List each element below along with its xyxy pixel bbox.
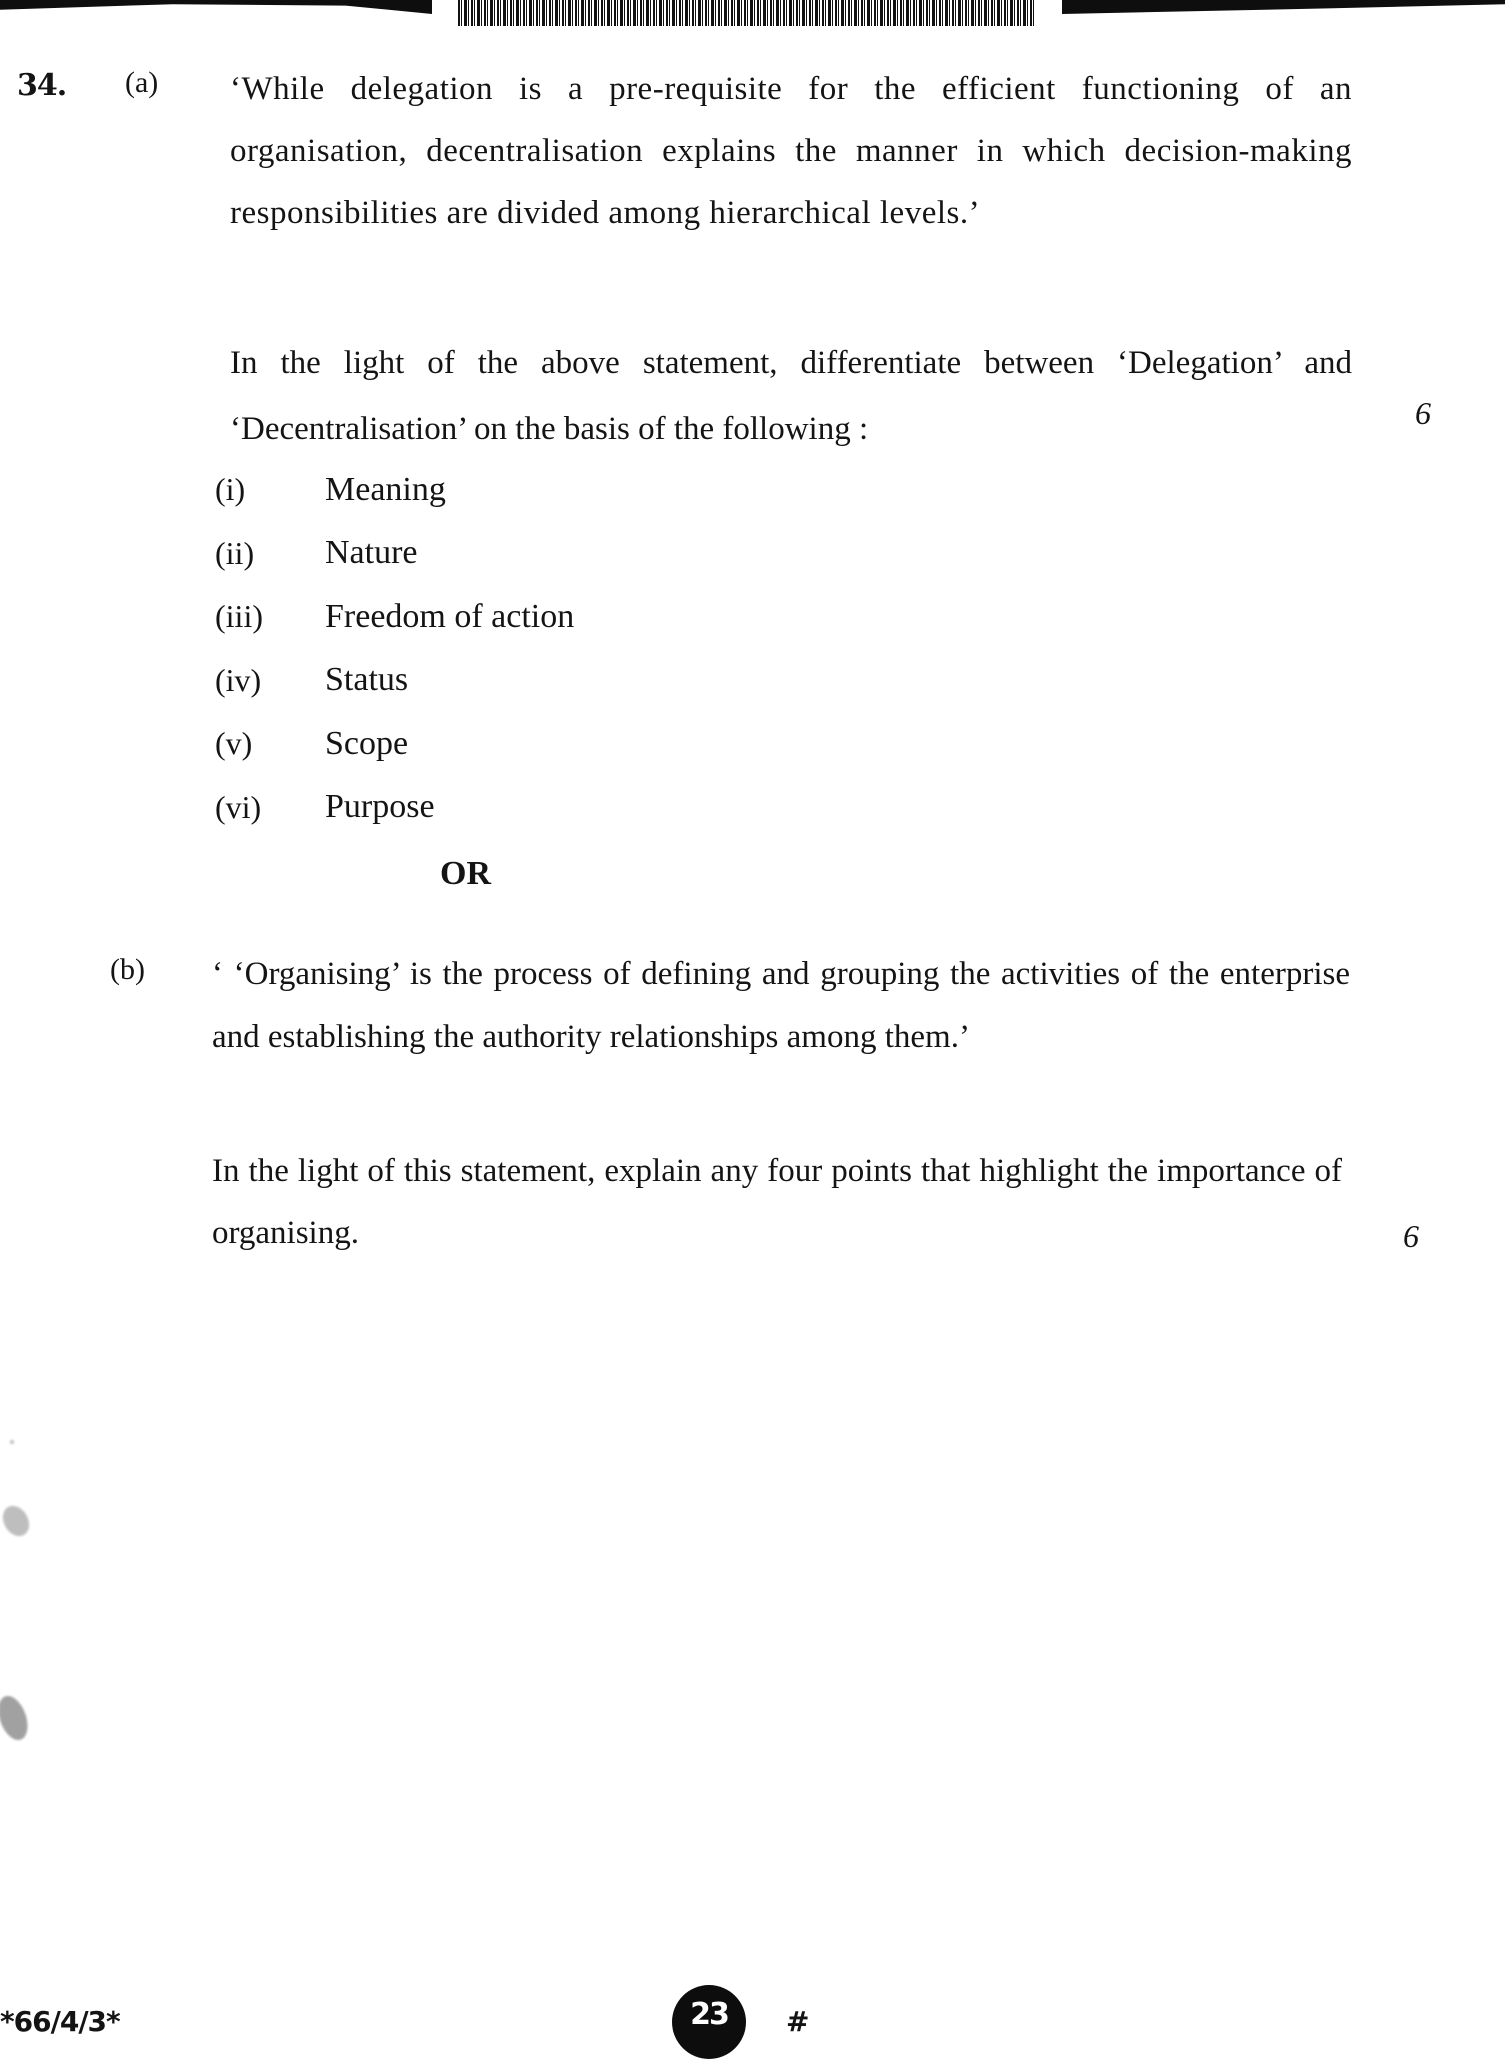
barcode	[458, 0, 1036, 26]
list-item-numeral: (iii)	[215, 598, 263, 635]
scan-smudge	[0, 1501, 34, 1541]
part-a-label: (a)	[125, 66, 159, 99]
list-item-text: Purpose	[325, 788, 435, 826]
scan-speck	[10, 1440, 14, 1444]
part-b-quote: ‘ ‘Organising’ is the process of defining and grouping the activities of the enterprise and establishing the authority relationships among them.’	[212, 956, 1350, 1055]
list-item-text: Freedom of action	[325, 597, 575, 635]
list-item	[215, 522, 574, 586]
hash-mark: #	[786, 2005, 810, 2038]
list-item-text: Meaning	[325, 470, 446, 508]
list-item-text: Status	[325, 661, 409, 699]
paper-code: *66/4/3*	[0, 2005, 120, 2038]
page-number-badge: 23	[672, 1985, 746, 2059]
list-item-numeral: (ii)	[215, 534, 255, 571]
part-a-instruction: In the light of the above statement, differentiate between ‘Delegation’ and ‘Decentralisation’ on the basis of the following :	[230, 345, 1352, 447]
list-item-numeral: (iv)	[215, 661, 262, 698]
part-b-instruction: In the light of this statement, explain any four points that highlight the importance of organising.	[212, 1153, 1342, 1251]
part-b-label: (b)	[110, 953, 145, 986]
list-item	[215, 776, 574, 840]
scan-smudge	[0, 1692, 33, 1744]
list-item	[215, 649, 574, 713]
question-number: 34.	[17, 68, 67, 103]
list-item-numeral: (vi)	[215, 788, 262, 825]
or-separator: OR	[440, 855, 491, 892]
comparison-basis-list	[215, 458, 574, 839]
list-item	[215, 585, 574, 649]
list-item-text: Scope	[325, 724, 409, 762]
part-a-quote: ‘While delegation is a pre-requisite for the efficient functioning of an organisation, decentralisation explains the manner in which decision-making responsibilities are divided among hierarchical levels.’	[230, 71, 1352, 231]
list-item-numeral: (v)	[215, 725, 253, 762]
header-bar-left	[0, 0, 432, 14]
list-item	[215, 458, 574, 522]
list-item-numeral: (i)	[215, 471, 246, 508]
header-bar-right	[1062, 0, 1505, 14]
list-item-text: Nature	[325, 534, 418, 572]
part-b-marks: 6	[1403, 1218, 1419, 1254]
part-a-marks: 6	[1415, 395, 1431, 431]
list-item	[215, 712, 574, 776]
